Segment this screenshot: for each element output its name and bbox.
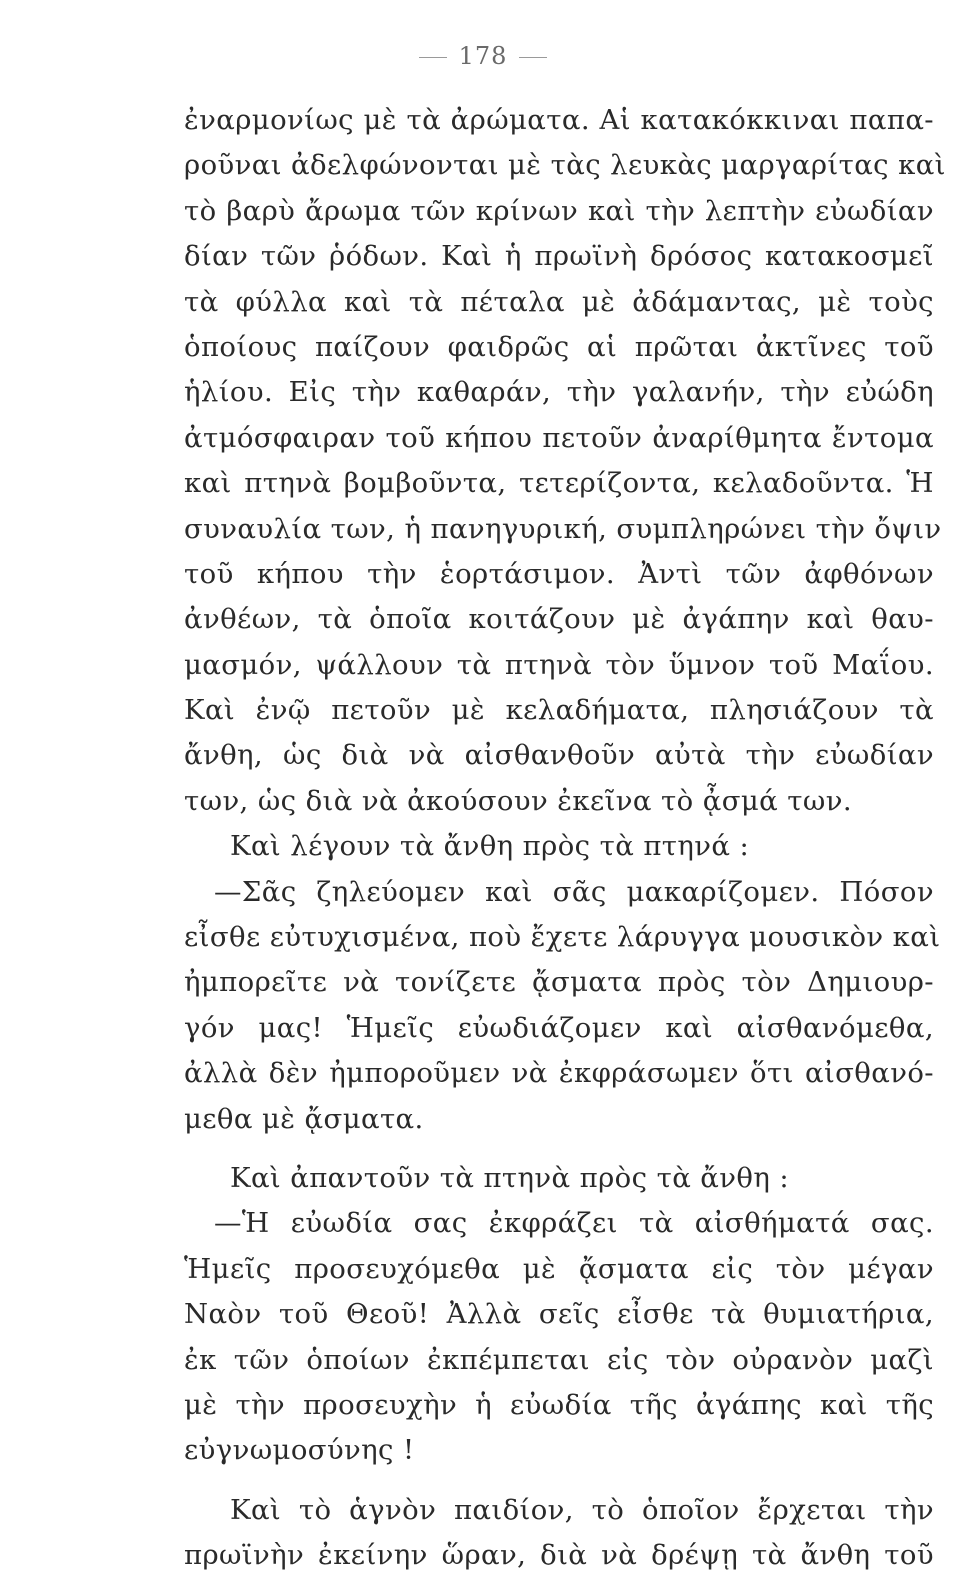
text-line: Ἡμεῖς προσευχόμεθα μὲ ᾄσματα εἰς τὸν μέγαν — [184, 1252, 934, 1285]
text-line: μὲ τὴν προσευχὴν ἡ εὐωδία τῆς ἀγάπης καὶ τῆς — [184, 1388, 934, 1421]
text-line: ἐναρμονίως μὲ τὰ ἀρώματα. Αἱ κατακόκκιναι παπα- — [184, 104, 934, 136]
text-line: δίαν τῶν ῥόδων. Καὶ ἡ πρωϊνὴ δρόσος κατακοσμεῖ — [184, 240, 934, 273]
paragraph-start-line: Καὶ λέγουν τὰ ἄνθη πρὸς τὰ πτηνά : — [230, 830, 750, 863]
text-line: εὐγνωμοσύνης ! — [184, 1434, 415, 1467]
text-line: μασμόν, ψάλλουν τὰ πτηνὰ τὸν ὕμνον τοῦ Μαΐου. — [184, 648, 934, 681]
text-line: ἐκ τῶν ὁποίων ἐκπέμπεται εἰς τὸν οὐρανὸν μαζὶ — [184, 1343, 934, 1376]
text-line: τὰ φύλλα καὶ τὰ πέταλα μὲ ἀδάμαντας, μὲ τοὺς — [184, 285, 934, 318]
text-line: Ναὸν τοῦ Θεοῦ! Ἀλλὰ σεῖς εἶσθε τὰ θυμιατήρια, — [184, 1298, 934, 1331]
text-line: ἀτμόσφαιραν τοῦ κήπου πετοῦν ἀναρίθμητα ἔντομα — [184, 421, 934, 454]
paragraph-start-line: Καὶ ἀπαντοῦν τὰ πτηνὰ πρὸς τὰ ἄνθη : — [230, 1161, 790, 1194]
text-line: γόν μας! Ἡμεῖς εὐωδιάζομεν καὶ αἰσθανόμεθα, — [184, 1011, 934, 1044]
text-line: πρωϊνὴν ἐκείνην ὥραν, διὰ νὰ δρέψῃ τὰ ἄνθη τοῦ — [184, 1539, 934, 1572]
page-number: 178 — [458, 42, 508, 70]
right-dash — [519, 57, 547, 58]
text-line: Καὶ ἐνῷ πετοῦν μὲ κελαδήματα, πλησιάζουν τὰ — [184, 694, 934, 727]
text-line: ἄνθη, ὡς διὰ νὰ αἰσθανθοῦν αὐτὰ τὴν εὐωδίαν — [184, 739, 934, 772]
text-line: ἀλλὰ δὲν ἠμποροῦμεν νὰ ἐκφράσωμεν ὅτι αἰσθανό- — [184, 1057, 934, 1090]
paragraph-gap — [184, 1142, 934, 1156]
left-dash — [419, 57, 447, 58]
body-text — [184, 98, 946, 1579]
text-line: των, ὡς διὰ νὰ ἀκούσουν ἐκεῖνα τὸ ᾆσμά των. — [184, 784, 852, 817]
dialogue-line: —Ἡ εὐωδία σας ἐκφράζει τὰ αἰσθήματά σας. — [214, 1207, 934, 1240]
text-line: ἠμπορεῖτε νὰ τονίζετε ᾄσματα πρὸς τὸν Δημιουρ- — [184, 966, 934, 999]
text-line: ὁποίους παίζουν φαιδρῶς αἱ πρῶται ἀκτῖνες τοῦ — [184, 330, 934, 363]
text-line: μεθα μὲ ᾄσματα. — [184, 1102, 424, 1135]
text-line: ἀνθέων, τὰ ὁποῖα κοιτάζουν μὲ ἀγάπην καὶ θαυ- — [184, 603, 934, 636]
paragraph-gap — [184, 1474, 934, 1488]
text-line: εἶσθε εὐτυχισμένα, ποὺ ἔχετε λάρυγγα μουσικὸν καὶ — [184, 921, 941, 954]
text-line: καὶ πτηνὰ βομβοῦντα, τετερίζοντα, κελαδοῦντα. Ἡ — [184, 467, 934, 500]
page-header — [0, 42, 966, 70]
text-line: τοῦ κήπου τὴν ἑορτάσιμον. Ἀντὶ τῶν ἀφθόνων — [184, 557, 934, 590]
text-line: συναυλία των, ἡ πανηγυρική, συμπληρώνει τὴν ὄψιν — [184, 512, 942, 545]
text-line: τὸ βαρὺ ἄρωμα τῶν κρίνων καὶ τὴν λεπτὴν εὐωδίαν — [184, 194, 934, 227]
dialogue-line: —Σᾶς ζηλεύομεν καὶ σᾶς μακαρίζομεν. Πόσον — [214, 875, 934, 908]
paragraph-start-line: Καὶ τὸ ἁγνὸν παιδίον, τὸ ὁποῖον ἔρχεται τὴν — [230, 1493, 934, 1526]
text-line: ροῦναι ἀδελφώνονται μὲ τὰς λευκὰς μαργαρίτας καὶ — [184, 149, 946, 182]
text-line: ἡλίου. Εἰς τὴν καθαράν, τὴν γαλανήν, τὴν εὐώδη — [184, 376, 934, 409]
